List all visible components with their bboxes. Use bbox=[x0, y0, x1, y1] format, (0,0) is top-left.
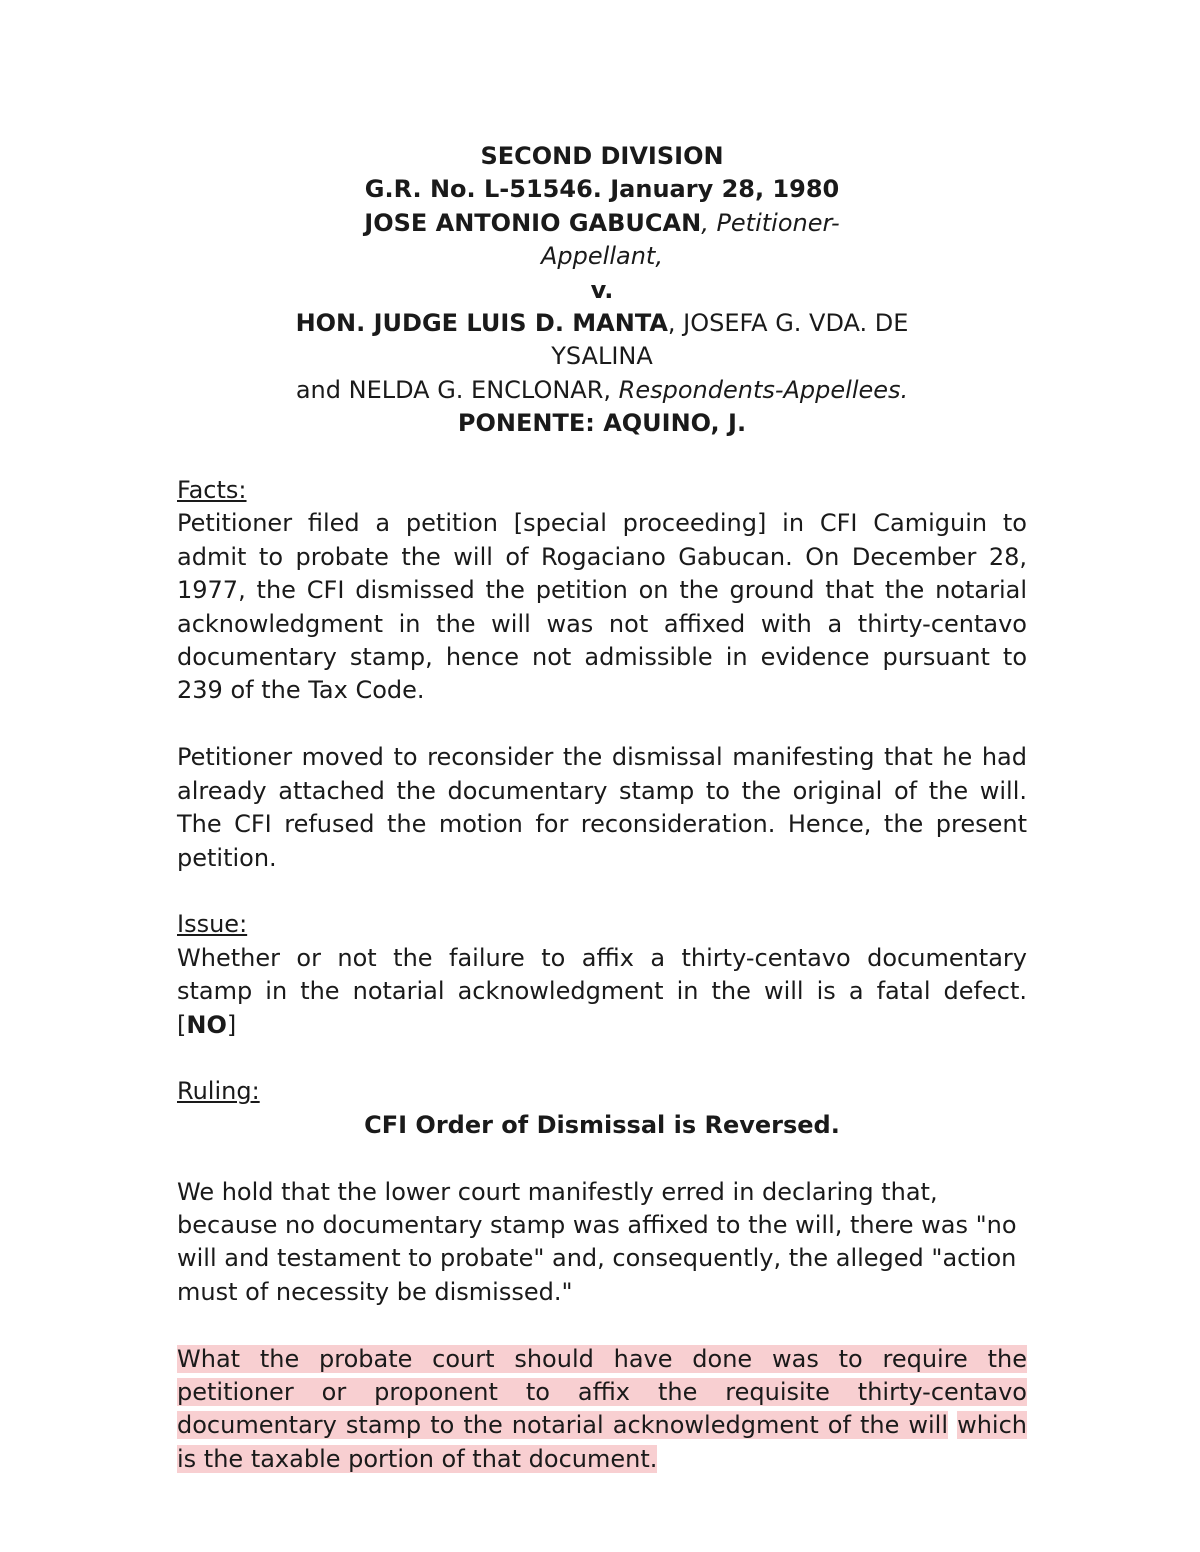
spacer bbox=[177, 875, 1027, 908]
document-page bbox=[177, 140, 1027, 1476]
ruling-paragraph-2 bbox=[177, 1343, 1027, 1477]
division-heading: SECOND DIVISION bbox=[480, 142, 724, 170]
issue-label: Issue: bbox=[177, 910, 248, 939]
facts-paragraph-2: Petitioner moved to reconsider the dismissal manifesting that he had already attached the documentary stamp to the original of the will. The CFI refused the motion for reconsideration. Hence, the present petition. bbox=[177, 743, 1027, 872]
respondent-role: Respondents-Appellees. bbox=[618, 375, 909, 404]
spacer bbox=[177, 1309, 1027, 1342]
facts-paragraph-1: Petitioner filed a petition [special proceeding] in CFI Camiguin to admit to probate the will of Rogaciano Gabucan. On December 28, 1977, the CFI dismissed the petition on the ground that the notarial acknowledgment in the will was not affixed with a thirty-centavo documentary stamp, hence not admissible in evidence pursuant to 239 of the Tax Code. bbox=[177, 509, 1027, 705]
spacer bbox=[177, 1042, 1027, 1075]
ruling-label: Ruling: bbox=[177, 1077, 260, 1106]
ponente: PONENTE: AQUINO, J. bbox=[457, 409, 747, 438]
facts-label: Facts: bbox=[177, 476, 247, 505]
petitioner-name: JOSE ANTONIO GABUCAN bbox=[364, 208, 702, 237]
respondent-line bbox=[177, 307, 1027, 340]
petitioner-role-continued: Appellant, bbox=[541, 242, 663, 271]
issue-text: Whether or not the failure to affix a thirty-centavo documentary stamp in the notarial acknowledgment in the will is a fatal defect. [ bbox=[177, 943, 1027, 1039]
respondent-line-3 bbox=[177, 374, 1027, 407]
case-caption bbox=[177, 140, 1027, 441]
respondent-names-continued: , JOSEFA G. VDA. DE bbox=[667, 309, 909, 338]
ruling-paragraph-1: We hold that the lower court manifestly erred in declaring that, because no documentary stamp was affixed to the will, there was "no will and testament to probate" and, consequently, the alleged "action must of necessity be dismissed." bbox=[177, 1177, 1017, 1306]
petitioner-role: , Petitioner- bbox=[701, 208, 840, 237]
issue-answer: NO bbox=[186, 1010, 227, 1039]
case-number: G.R. No. L-51546. January 28, 1980 bbox=[364, 175, 840, 204]
issue-close: ] bbox=[226, 1010, 237, 1039]
issue-paragraph bbox=[177, 942, 1027, 1042]
ruling-title: CFI Order of Dismissal is Reversed. bbox=[364, 1110, 840, 1139]
highlighted-text-2: which is the taxable portion of that document. bbox=[177, 1411, 1027, 1473]
respondent-names-line-2: YSALINA bbox=[551, 342, 653, 371]
respondent-names-line-3: and NELDA G. ENCLONAR, bbox=[295, 375, 619, 404]
respondent-name: HON. JUDGE LUIS D. MANTA bbox=[295, 309, 668, 338]
spacer bbox=[177, 441, 1027, 474]
highlighted-text-1: What the probate court should have done was to require the petitioner or proponent to affix the requisite thirty-centavo documentary stamp to the notarial acknowledgment of the will bbox=[177, 1344, 1027, 1440]
petitioner-line bbox=[177, 207, 1027, 240]
spacer bbox=[177, 1142, 1027, 1175]
spacer bbox=[177, 708, 1027, 741]
versus: v. bbox=[590, 275, 614, 304]
